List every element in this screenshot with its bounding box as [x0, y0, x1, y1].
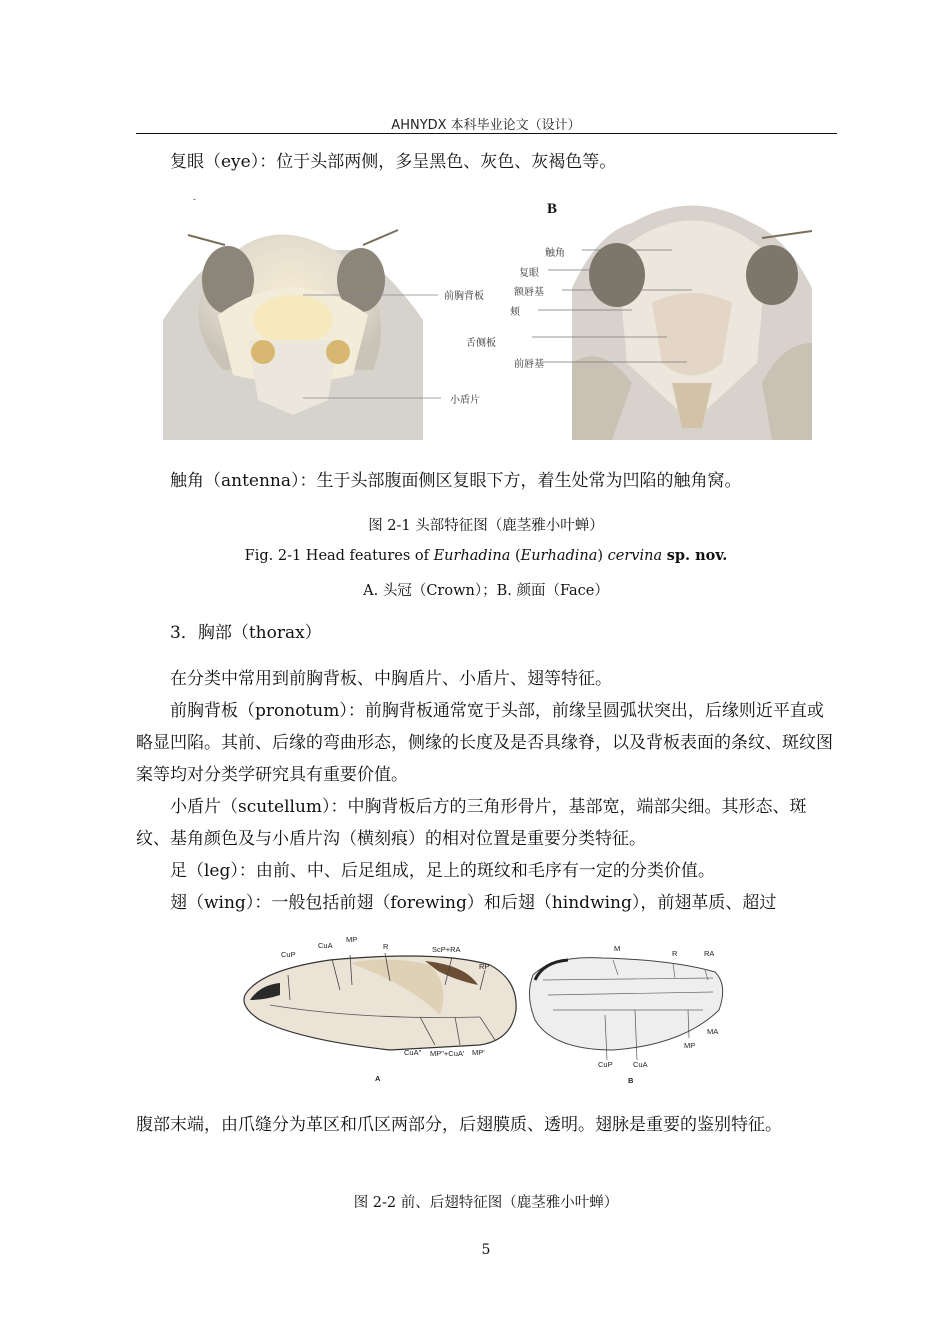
paragraph-scutellum: 小盾片（scutellum）：中胸背板后方的三角形骨片，基部宽，端部尖细。其形态、斑纹、基角颜色及与小盾片沟（横刻痕）的相对位置是重要分类特征。	[136, 797, 807, 849]
figure2-panel-a-label: A	[375, 1074, 381, 1083]
label-antenna: 触角	[545, 248, 565, 259]
hw-label-cua: CuA	[633, 1060, 648, 1069]
label-gena: 颊	[510, 307, 520, 318]
figure1-face-image	[572, 193, 812, 440]
figure1-caption-cn: 图 2-1 头部特征图（鹿茎雅小叶蝉）	[368, 518, 604, 534]
fw-label-mp-cua: MP"+CuA'	[430, 1049, 465, 1058]
fw-label-rp: RP	[479, 962, 490, 971]
page-number: 5	[481, 1242, 491, 1258]
paragraph-antenna: 触角（antenna）：生于头部腹面侧区复眼下方，着生处常为凹陷的触角窝。	[170, 471, 742, 491]
paragraph-pronotum: 前胸背板（pronotum）：前胸背板通常宽于头部，前缘呈圆弧状突出，后缘则近平直或略显凹陷。其前、后缘的弯曲形态，侧缘的长度及是否具缘脊，以及背板表面的条纹、斑纹图案等均对分类学研究具有重要价值。	[136, 701, 833, 785]
section-heading-thorax: 3．胸部（thorax）	[170, 623, 322, 643]
paragraph-eye: 复眼（eye）：位于头部两侧，多呈黑色、灰色、灰褐色等。	[170, 152, 617, 172]
running-header: AHNYDX 本科毕业论文（设计）	[391, 118, 581, 133]
hw-label-r: R	[672, 949, 678, 958]
label-compound-eye: 复眼	[519, 268, 539, 279]
label-clypeus: 额唇基	[514, 287, 544, 298]
figure2-hindwing-image	[523, 950, 733, 1055]
figure1-caption-sub: A. 头冠（Crown）；B. 颜面（Face）	[363, 583, 609, 599]
fw-label-r: R	[383, 942, 389, 951]
fw-label-mp: MP	[346, 935, 358, 944]
figure1-panel-b-label: B	[547, 201, 558, 217]
figure1-crown-image	[163, 200, 423, 440]
hw-label-ra: RA	[704, 949, 715, 958]
paragraph-wing-continued: 腹部末端，由爪缝分为革区和爪区两部分，后翅膜质、透明。翅脉是重要的鉴别特征。	[136, 1115, 782, 1135]
header-rule	[136, 133, 837, 134]
hw-label-cup: CuP	[598, 1060, 613, 1069]
fw-label-cua2: CuA"	[404, 1048, 422, 1057]
fw-label-cua: CuA	[318, 941, 333, 950]
thorax-body	[136, 663, 836, 919]
figure1-caption-en: Fig. 2-1 Head features of Eurhadina (Eurhadina) cervina sp. nov.	[244, 547, 728, 564]
fw-label-mp1: MP'	[472, 1048, 485, 1057]
fw-label-scp-ra: ScP+RA	[432, 945, 461, 954]
label-anteclypeus: 前唇基	[514, 359, 544, 370]
hw-label-m: M	[614, 944, 621, 953]
fw-label-cup: CuP	[281, 950, 296, 959]
label-lorum: 舌侧板	[466, 338, 496, 349]
paragraph-thorax-intro: 在分类中常用到前胸背板、中胸盾片、小盾片、翅等特征。	[170, 669, 612, 689]
figure2-panel-b-label: B	[628, 1076, 634, 1085]
label-pronotum: 前胸背板	[444, 291, 484, 302]
label-scutellum: 小盾片	[450, 395, 480, 406]
figure2-caption-cn: 图 2-2 前、后翅特征图（鹿茎雅小叶蝉）	[353, 1195, 619, 1211]
paragraph-leg: 足（leg）：由前、中、后足组成，足上的斑纹和毛序有一定的分类价值。	[170, 861, 715, 881]
hw-label-mp: MP	[684, 1041, 696, 1050]
paragraph-wing: 翅（wing）：一般包括前翅（forewing）和后翅（hindwing），前翅革质、超过	[170, 893, 777, 913]
hw-label-ma: MA	[707, 1027, 719, 1036]
